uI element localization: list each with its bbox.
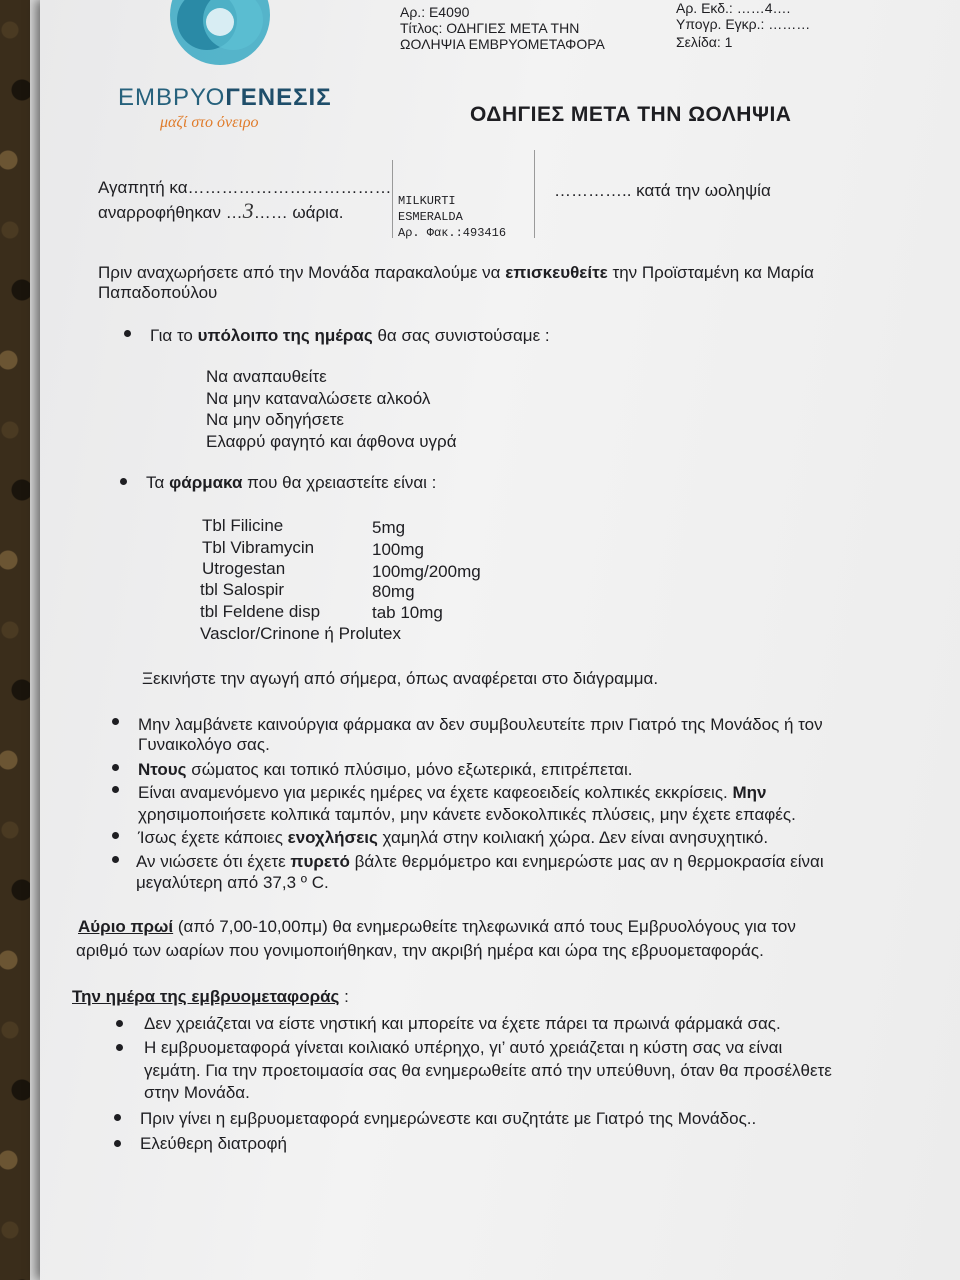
- approval-signature: Υπογρ. Εγκρ.: ………: [676, 16, 811, 32]
- medicine-dose: 80mg: [372, 582, 415, 601]
- warning-shower: Ντους σώματος και τοπικό πλύσιμο, μόνο εξωτερικά, επιτρέπεται.: [138, 760, 633, 779]
- treatment-start-note: Ξεκινήστε την αγωγή από σήμερα, όπως αναφέρεται στο διάγραμμα.: [142, 669, 659, 688]
- warning-discomfort: Ίσως έχετε κάποιες ενοχλήσεις χαμηλά στην κοιλιακή χώρα. Δεν είναι ανησυχητικό.: [138, 828, 769, 847]
- patient-stamp-file: Αρ. Φακ.:493416: [398, 226, 507, 240]
- logo-name: ΕΜΒΡΥΟΓΕΝΕΣΙΣ: [118, 84, 332, 111]
- bullet: [124, 330, 131, 337]
- visit-instruction-line2: Παπαδοπούλου: [98, 283, 218, 302]
- patient-stamp-name: MILKURTI: [398, 194, 456, 208]
- medicine-name: tbl Salospir: [200, 580, 285, 599]
- bullet: [112, 786, 119, 793]
- bullet: [120, 478, 127, 485]
- document-page: [40, 0, 960, 1280]
- transfer-ultrasound-note: Η εμβρυομεταφορά γίνεται κοιλιακό υπέρηχο, γι’ αυτό χρειάζεται η κύστη σας να είναι: [144, 1038, 783, 1057]
- medicine-dose: 100mg/200mg: [372, 562, 481, 581]
- bullet: [114, 1114, 121, 1121]
- transfer-ultrasound-note-line2: γεμάτη. Για την προετοιμασία σας θα ενημερωθείτε από την υπεύθυνη, όταν θα προσέλθετε: [144, 1061, 832, 1080]
- medicine-name: Tbl Filicine: [202, 516, 284, 535]
- list-item: Να μην καταναλώσετε αλκοόλ: [206, 389, 431, 408]
- bullet: [112, 856, 119, 863]
- medicine-name: Tbl Vibramycin: [202, 538, 315, 557]
- greeting-line: Αγαπητή κα………………………………: [98, 178, 392, 197]
- transfer-day-heading: Την ημέρα της εμβρυομεταφοράς :: [72, 987, 349, 1006]
- logo-tagline: μαζί στο όνειρο: [160, 114, 259, 131]
- doc-number: Αρ.: Ε4090: [400, 4, 470, 20]
- doc-title-line1: Τίτλος: ΟΔΗΓΙΕΣ ΜΕΤΑ ΤΗΝ: [400, 20, 580, 36]
- medicine-name: tbl Feldene disp: [200, 602, 321, 621]
- bullet: [112, 764, 119, 771]
- medicines-heading: Τα φάρμακα που θα χρειαστείτε είναι :: [146, 473, 437, 492]
- stamp-border-right: [534, 150, 535, 238]
- tomorrow-call-info-line2: αριθμό των ωαρίων που γονιμοποιήθηκαν, την ακριβή ημέρα και ώρα της εβρυομεταφοράς.: [76, 941, 764, 960]
- edition-number: Αρ. Εκδ.: ……4….: [676, 0, 791, 16]
- visit-instruction: Πριν αναχωρήσετε από την Μονάδα παρακαλούμε να επισκευθείτε την Προϊσταμένη κα Μαρία: [98, 263, 814, 282]
- stamp-border-left: [392, 160, 393, 238]
- medicine-dose: tab 10mg: [372, 603, 443, 622]
- embryogenesis-logo-icon: [165, 0, 275, 70]
- page-title: ΟΔΗΓΙΕΣ ΜΕΤΑ ΤΗΝ ΩΟΛΗΨΙΑ: [470, 103, 792, 126]
- warning-discharge-line2: χρησιμοποιήσετε κολπικά ταμπόν, μην κάνετε ενδοκολπικές πλύσεις, μην έχετε επαφές.: [138, 805, 796, 824]
- bullet: [116, 1020, 123, 1027]
- medicine-name: Utrogestan: [202, 559, 286, 578]
- transfer-free-diet: Ελεύθερη διατροφή: [140, 1134, 287, 1153]
- medicine-name: Vasclor/Crinone ή Prolutex: [200, 624, 401, 643]
- page-number: Σελίδα: 1: [676, 34, 733, 50]
- list-item: Να αναπαυθείτε: [206, 367, 327, 386]
- medicine-dose: 100mg: [372, 540, 424, 559]
- warning-discharge: Είναι αναμενόμενο για μερικές ημέρες να έχετε καφεοειδείς κολπικές εκκρίσεις. Μην: [138, 783, 767, 802]
- list-item: Να μην οδηγήσετε: [206, 410, 344, 429]
- transfer-ultrasound-note-line3: στην Μονάδα.: [144, 1083, 250, 1102]
- bullet: [112, 832, 119, 839]
- warning-new-medicines-line2: Γυναικολόγο σας.: [138, 735, 270, 754]
- bullet: [114, 1140, 121, 1147]
- patient-stamp-surname: ESMERALDA: [398, 210, 463, 224]
- warning-fever: Αν νιώσετε ότι έχετε πυρετό βάλτε θερμόμετρο και ενημερώστε μας αν η θερμοκρασία είναι: [136, 852, 824, 871]
- bullet: [116, 1044, 123, 1051]
- bullet: [112, 718, 119, 725]
- transfer-doctor-discussion: Πριν γίνει η εμβρυομεταφορά ενημερώνεστε και συζητάτε με Γιατρό της Μονάδος..: [140, 1109, 757, 1128]
- rest-of-day-heading: Για το υπόλοιπο της ημέρας θα σας συνιστούσαμε :: [150, 326, 550, 345]
- medicine-dose: 5mg: [372, 518, 406, 537]
- aspirated-eggs-line: αναρροφήθηκαν …3…… ωάρια.: [98, 198, 344, 223]
- tomorrow-call-info: Αύριο πρωί (από 7,00-10,00πμ) θα ενημερωθείτε τηλεφωνικά από τους Εμβρυολόγους για τον: [78, 917, 796, 936]
- warning-fever-line2: μεγαλύτερη από 37,3 º C.: [136, 873, 329, 892]
- doc-title-line2: ΩΟΛΗΨΙΑ ΕΜΒΡΥΟΜΕΤΑΦΟΡΑ: [400, 36, 605, 52]
- retrieval-date-line: ………….. κατά την ωοληψία: [554, 181, 771, 200]
- list-item: Ελαφρύ φαγητό και άφθονα υγρά: [206, 432, 457, 451]
- warning-new-medicines: Μην λαμβάνετε καινούργια φάρμακα αν δεν συμβουλευτείτε πριν Γιατρό της Μονάδος ή τον: [138, 715, 823, 734]
- handwritten-egg-count: 3: [242, 198, 254, 223]
- transfer-fasting-note: Δεν χρειάζεται να είστε νηστική και μπορείτε να έχετε πάρει τα πρωινά φάρμακά σας.: [144, 1014, 781, 1033]
